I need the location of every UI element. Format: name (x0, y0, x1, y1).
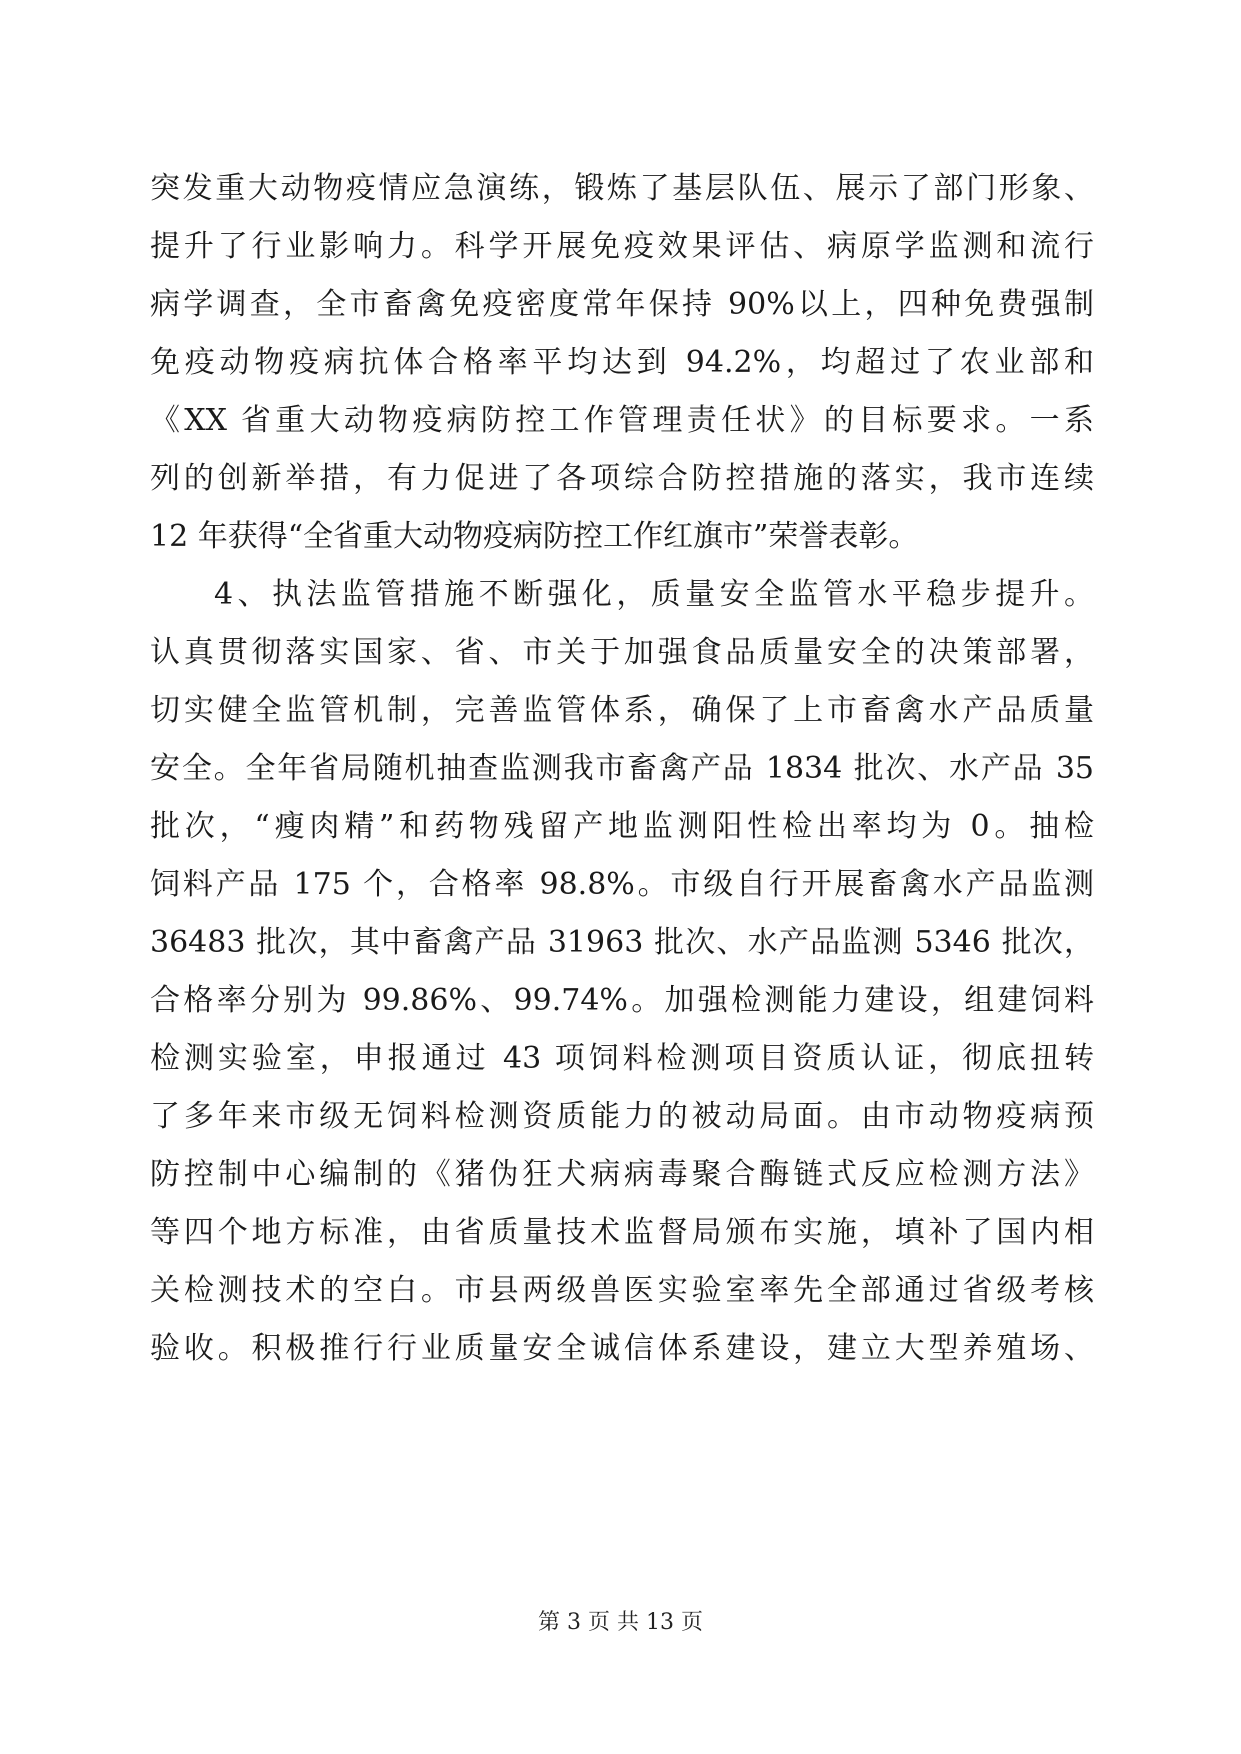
text-line: 免疫动物疫病抗体合格率平均达到 94.2%，均超过了农业部和 (150, 345, 1094, 380)
text-line: 检测实验室，申报通过 43 项饲料检测项目资质认证，彻底扭转 (150, 1041, 1094, 1076)
text-line: 切实健全监管机制，完善监管体系，确保了上市畜禽水产品质量 (150, 693, 1094, 728)
text-line: 12 年获得“全省重大动物疫病防控工作红旗市”荣誉表彰。 (150, 519, 919, 554)
text-line: 病学调查，全市畜禽免疫密度常年保持 90%以上，四种免费强制 (150, 287, 1094, 322)
text-line: 关检测技术的空白。市县两级兽医实验室率先全部通过省级考核 (150, 1273, 1094, 1308)
text-line: 了多年来市级无饲料检测资质能力的被动局面。由市动物疫病预 (150, 1099, 1094, 1134)
text-line: 验收。积极推行行业质量安全诚信体系建设，建立大型养殖场、 (150, 1331, 1094, 1366)
text-line: 合格率分别为 99.86%、99.74%。加强检测能力建设，组建饲料 (150, 983, 1094, 1018)
text-line: 《XX 省重大动物疫病防控工作管理责任状》的目标要求。一系 (150, 403, 1094, 438)
document-body (150, 160, 1094, 1378)
text-line: 饲料产品 175 个，合格率 98.8%。市级自行开展畜禽水产品监测 (150, 867, 1094, 902)
text-line: 认真贯彻落实国家、省、市关于加强食品质量安全的决策部署， (150, 635, 1094, 670)
page-number-footer: 第 3 页 共 13 页 (538, 1610, 703, 1635)
text-line: 突发重大动物疫情应急演练，锻炼了基层队伍、展示了部门形象、 (150, 171, 1094, 206)
section-heading-line: 4、执法监管措施不断强化，质量安全监管水平稳步提升。 (214, 577, 1094, 612)
text-line: 等四个地方标准，由省质量技术监督局颁布实施，填补了国内相 (150, 1215, 1094, 1250)
text-line: 批次，“瘦肉精”和药物残留产地监测阳性检出率均为 0。抽检 (150, 809, 1094, 844)
text-line: 提升了行业影响力。科学开展免疫效果评估、病原学监测和流行 (150, 229, 1094, 264)
text-line: 防控制中心编制的《猪伪狂犬病病毒聚合酶链式反应检测方法》 (150, 1157, 1094, 1192)
text-line: 安全。全年省局随机抽查监测我市畜禽产品 1834 批次、水产品 35 (150, 751, 1094, 786)
text-line: 列的创新举措，有力促进了各项综合防控措施的落实，我市连续 (150, 461, 1094, 496)
text-line: 36483 批次，其中畜禽产品 31963 批次、水产品监测 5346 批次， (150, 925, 1094, 960)
